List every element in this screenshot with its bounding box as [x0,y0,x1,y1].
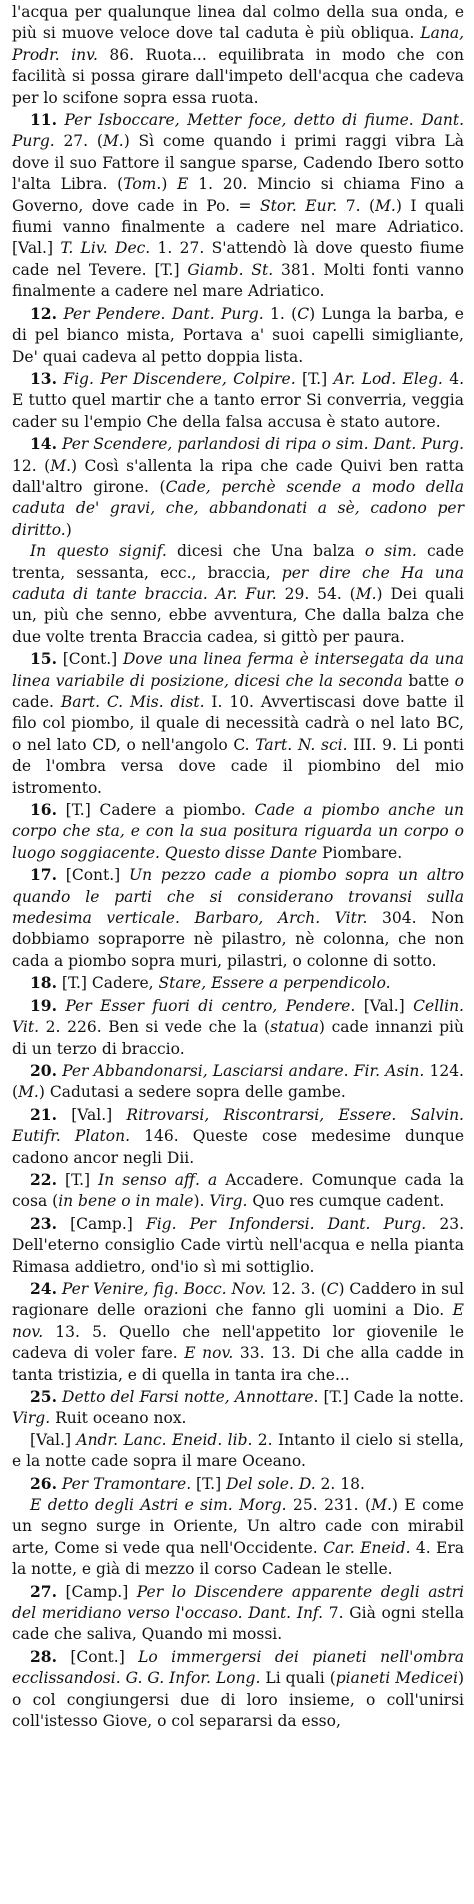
entry-paragraph-p15 [12,648,464,799]
body-text: [Camp.] [56,1214,146,1233]
body-text: ) Così s'allenta la ripa che cade Quivi ben ratta dall'altro girone. ( [12,456,465,496]
italic-text: E nov. [12,1301,464,1341]
body-text: ) Sì come quando i primi raggi vibra Là dove il suo Fattore il sangue sparse, Cadendo Ibero sotto l'alta Libra. ( [12,132,464,194]
body-text: Quo res cumque cadent. [247,1192,445,1211]
body-text: 2. 226. Ben si vede che la ( [39,1018,270,1037]
italic-text: in bene o in male [58,1192,194,1211]
dictionary-column [12,2,464,1733]
entry-paragraph-p17 [12,864,464,972]
italic-text: M. [371,1496,392,1515]
body-text: 304. Non dobbiamo sopraporre nè pilastro, nè colonna, che non cada a piombo sopra muri, pilastri, o colonne di sotto. [12,909,464,970]
entry-paragraph-p23 [12,1213,464,1278]
sense-number: 24. [30,1278,57,1298]
sense-number: 26. [30,1473,57,1493]
entry-paragraph-p24 [12,1278,464,1386]
italic-text: o sim. [364,542,417,561]
sense-number: 20. [30,1060,57,1080]
italic-text: Per Scendere, parlandosi di ripa o sim. Dant. Purg. [56,435,464,454]
italic-text: Per Esser fuori di centro, Pendere. [56,996,356,1015]
entry-paragraph-p16 [12,799,464,864]
entry-paragraph-p13 [12,368,464,433]
body-text: 13. 5. Quello che nell'appetito lor giovenile le cadeva di voler fare. [12,1322,464,1363]
italic-text: Un pezzo cade a piombo sopra un altro quando le parti che si considerano trovansi sulla medesima verticale. Barbaro, Arch. Vitr. [12,866,465,928]
italic-text: M. [355,584,377,603]
italic-text: Virg. [12,1409,51,1428]
italic-text: Fig. Per Infondersi. Dant. Purg. [145,1214,427,1233]
italic-text: Lana, Prodr. inv. [12,24,464,64]
italic-text: Ar. Lod. Eleg. [333,369,443,388]
body-text: [T.] Cade la notte. [318,1388,464,1406]
italic-text: statua [270,1018,319,1037]
sense-number: 16. [30,800,57,820]
entry-paragraph-p21 [12,1104,464,1169]
italic-text: Tart. N. sci. [255,735,348,754]
body-text: 27. ( [54,132,103,151]
italic-text: o [454,671,464,690]
body-text: 86. Ruota... equilibrata in modo che con facilità si possa girare dall'impeto dell'acqua che cadeva per lo scifone sopra essa ruota. [12,45,465,107]
sense-number: 18. [30,973,57,993]
italic-text: Per Tramontare. [56,1474,192,1493]
body-text: ) E come un segno surge in Oriente, Un altro cade con mirabil arte, Come si vede qua nell'Occidente. [12,1496,464,1557]
sense-number: 23. [30,1213,57,1233]
body-text: 7. ( [337,196,376,215]
entry-paragraph-p12 [12,303,464,368]
italic-text: M. [375,196,396,215]
sense-number: 11. [30,110,57,130]
sense-number: 15. [30,649,57,669]
entry-paragraph-p26 [12,1473,464,1495]
italic-text: Cellin. Vit. [12,996,464,1037]
italic-text: E detto degli Astri e sim. Morg. [30,1496,287,1515]
italic-text: Car. Eneid. [323,1538,411,1557]
entry-paragraph-p25b [12,1430,464,1473]
body-text: ) Dei quali un, più che senno, ebbe avventura, Che dalla balza che due volte trenta Braccia cadea, si gittò per paura. [12,584,464,646]
italic-text: In questo signif. [30,542,167,561]
body-text: [T.] [295,369,334,388]
body-text: cade trenta, sessanta, ecc., braccia, [12,542,465,582]
italic-text: E nov. [184,1344,234,1363]
sense-number: 22. [30,1169,57,1189]
italic-text: Per Venire, fig. Bocc. Nov. [56,1279,267,1298]
body-text: 29. 54. ( [276,584,356,603]
italic-text: Ritrovarsi, Riscontrarsi, Essere. Salvin. Eutifr. Platon. [12,1105,464,1146]
body-text: ) cade innanzi più di un terzo di braccio. [12,1018,464,1058]
body-text: 1. ( [263,304,298,323]
sense-number: 17. [30,865,57,885]
italic-text: Dove una linea ferma è intersegata da una linea variabile di posizione, dicesi che la seconda [12,650,464,690]
body-text: [Cont.] [56,866,130,885]
body-text: [Val.] [355,996,414,1015]
body-text: 7. Già ogni stella cade che saliva, Quando mi mossi. [12,1604,464,1644]
body-text: ) Cadutasi a sedere sopra delle gambe. [38,1083,346,1102]
italic-text: Del sole. D. [226,1474,316,1493]
body-text: [Val.] [56,1105,127,1124]
italic-text: Per Pendere. Dant. Purg. [56,304,264,323]
entry-paragraph-p26b [12,1495,464,1581]
italic-text: Andr. Lanc. Eneid. lib. [76,1430,253,1449]
entry-paragraph-p14 [12,433,464,541]
italic-text: M. [50,456,72,475]
entry-paragraph-p19 [12,995,464,1060]
body-text: Li quali ( [260,1669,336,1688]
italic-text: C [297,304,310,323]
sense-number: 27. [30,1581,57,1601]
italic-text: Tom. [123,175,162,194]
italic-text: M. [18,1083,39,1102]
body-text: ) Caddero in sul ragionare delle orazioni che fanno gli uomini a Dio. [12,1279,464,1320]
body-text: Piombare. [317,843,403,862]
italic-text: Per Isboccare, Metter foce, detto di fiume. Dant. Purg. [12,111,464,151]
sense-number: 14. [30,434,57,454]
italic-text: E [177,175,189,194]
body-text: [T.] Cadere a piombo. [56,801,255,820]
body-text: ) Lunga la barba, e di pel bianco mista, Portava a' suoi capelli simigliante, De' quai cadeva al petto doppia lista. [12,304,464,366]
entry-paragraph-p28 [12,1646,464,1733]
italic-text: C [326,1279,339,1298]
body-text: 12. ( [12,456,51,475]
italic-text: M. [102,132,124,151]
italic-text: pianeti Medicei [335,1669,458,1688]
body-text: 4. E tutto quel martir che a tanto error Si converria, veggia cader su l'empio Che della falsa accusa è stato autore. [12,369,464,431]
body-text: [Val.] [30,1430,77,1449]
italic-text: Cade, perchè scende a modo della caduta de' gravi, che, abbandonati a sè, cadono per diritto. [12,477,464,539]
body-text: Ruit oceano nox. [50,1409,187,1428]
sense-number: 25. [30,1387,57,1406]
body-text: 381. Molti fonti vanno finalmente a cadere nel mare Adriatico. [12,260,464,301]
body-text: 4. Era la notte, e già di mezzo il corso Cadean le stelle. [12,1538,464,1579]
entry-paragraph-p27 [12,1581,464,1646]
body-text: [Camp.] [56,1582,137,1601]
italic-text: Per lo Discendere apparente degli astri del meridiano verso l'occaso. Dant. Inf. [12,1582,464,1623]
italic-text: Bart. C. Mis. dist. [60,693,205,711]
body-text: dicesi che Una balza [166,542,365,561]
entry-paragraph-p0 [12,2,464,109]
body-text: 2. 18. [315,1474,365,1493]
body-text: 2. Intanto il cielo si stella, e la notte cade sopra il mare Oceano. [12,1430,464,1471]
body-text: ) o col congiungersi due di loro insieme, o coll'unirsi coll'istesso Giove, o col separarsi da esso, [12,1669,464,1731]
body-text: [T.] [191,1474,227,1493]
body-text: [T.] Cadere, [56,974,159,993]
entry-paragraph-p25 [12,1386,464,1430]
body-text: 1. 27. S'attendò là dove questo fiume cade nel Tevere. [T.] [12,239,464,279]
sense-number: 19. [30,995,57,1015]
body-text: batte [402,671,455,690]
italic-text: In senso aff. a [98,1170,218,1189]
italic-text: Giamb. St. [187,260,274,279]
body-text: ) I quali fiumi vanno finalmente a cadere nel mare Adriatico. [Val.] [12,196,464,258]
body-text: [T.] [56,1170,99,1189]
entry-paragraph-p22 [12,1169,464,1213]
italic-text: Stare, Essere a perpendicolo. [158,974,391,993]
body-text: 12. 3. ( [266,1279,327,1298]
italic-text: T. Liv. Dec. [60,239,151,258]
body-text: cade. [12,693,61,711]
body-text: ) [161,175,178,194]
body-text: 1. 20. Mincio si chiama Fino a Governo, dove cade in Po. = [12,175,464,215]
body-text: ) [65,520,72,539]
body-text: 23. Dell'eterno consiglio Cade virtù nell'acqua e nella pianta Rimasa addietro, ond'io sì mi sottiglio. [12,1214,464,1276]
body-text: 146. Queste cose medesime dunque cadono ancor negli Dii. [12,1127,464,1167]
body-text: III. 9. Li ponti de l'ombra versa dove cade il piombino del mio istromento. [12,735,464,797]
body-text: 124. ( [12,1061,464,1102]
body-text: 33. 13. Di che alla cadde in tanta tristizia, e di quella in tanta ira che... [12,1344,465,1384]
entry-paragraph-p14b [12,541,464,648]
italic-text: Cade a piombo anche un corpo che sta, e con la sua positura riguarda un corpo o luogo soggiacente. Questo disse Dante [12,801,464,862]
italic-text: Lo immergersi dei pianeti nell'ombra ecclissandosi. G. G. Infor. Long. [12,1647,464,1688]
body-text: I. 10. Avvertiscasi dove batte il filo col piombo, il quale di necessità cadrà o nel lato BC, o nel lato CD, o nell'angolo C. [12,693,464,754]
entry-paragraph-p11 [12,109,464,303]
sense-number: 12. [30,303,57,323]
body-text: Accadere. Comunque cada la cosa ( [12,1170,465,1211]
body-text: l'acqua per qualunque linea dal colmo della sua onda, e più si muove veloce dove tal caduta è più obliqua. [12,3,464,43]
body-text: 25. 231. ( [286,1496,372,1515]
body-text: ). [193,1192,210,1211]
body-text: [Cont.] [56,650,123,669]
italic-text: Per Abbandonarsi, Lasciarsi andare. Fir. Asin. [56,1061,425,1080]
entry-paragraph-p20 [12,1060,464,1104]
italic-text: per dire che Ha una caduta di tante braccia. Ar. Fur. [12,563,464,603]
sense-number: 13. [30,368,57,388]
sense-number: 28. [30,1646,57,1666]
italic-text: Stor. Eur. [260,196,338,215]
body-text: [Cont.] [56,1647,139,1666]
italic-text: Fig. Per Discendere, Colpire. [56,369,296,388]
entry-paragraph-p18 [12,972,464,994]
sense-number: 21. [30,1104,57,1124]
italic-text: Virg. [209,1192,248,1211]
italic-text: Detto del Farsi notte, Annottare. [56,1388,319,1406]
